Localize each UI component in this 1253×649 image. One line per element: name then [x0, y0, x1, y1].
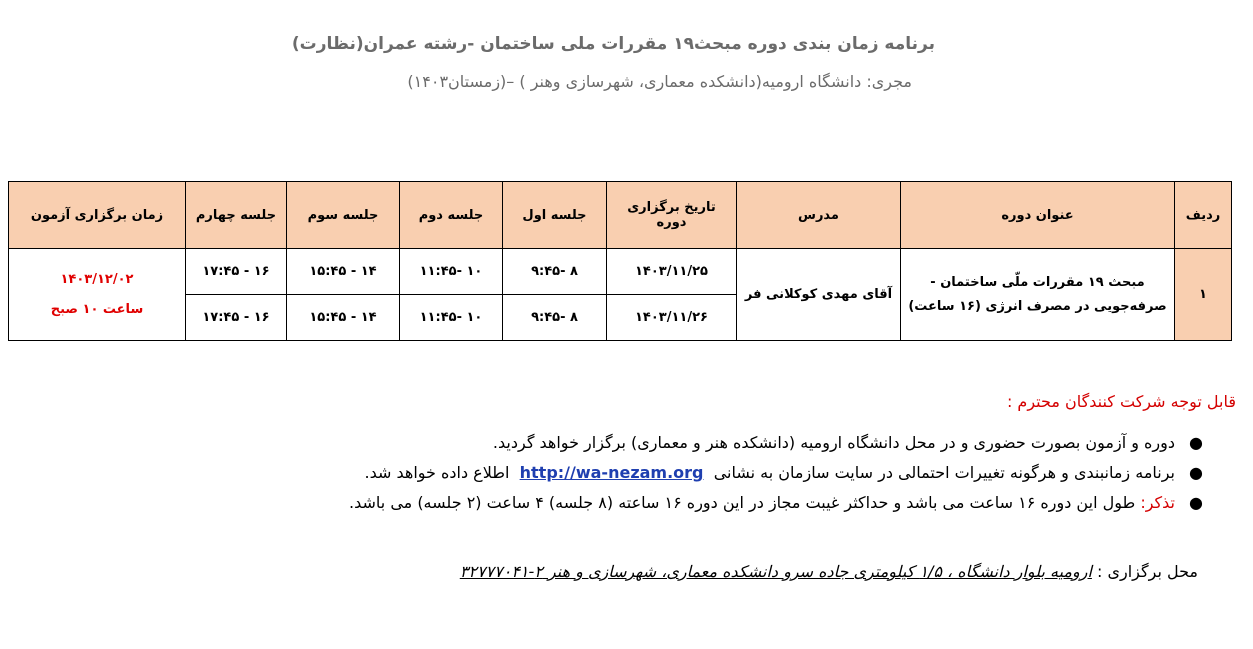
note-text: اطلاع داده خواهد شد.: [364, 463, 510, 482]
bullet-icon: ●: [1189, 433, 1203, 452]
notes-list: [193, 432, 1203, 522]
header-exam: زمان برگزاری آزمون: [9, 182, 186, 249]
header-dates: تاریخ برگزاری دوره: [607, 182, 737, 249]
venue-label: محل برگزاری :: [1097, 562, 1198, 581]
note-text: دوره و آزمون بصورت حضوری و در محل دانشگاه ارومیه (دانشکده هنر و معماری) برگزار خواهد گردید.: [492, 433, 1175, 452]
header-session-1: جلسه اول: [503, 182, 607, 249]
session-3-time: ۱۴ - ۱۵:۴۵: [287, 295, 400, 341]
note-text: برنامه زمانبندی و هرگونه تغییرات احتمالی در سایت سازمان به نشانی: [713, 463, 1175, 482]
course-title: مبحث ۱۹ مقررات ملّی ساختمان - صرفه‌جویی در مصرف انرژی (۱۶ ساعت): [901, 249, 1175, 341]
bullet-icon: ●: [1189, 493, 1203, 512]
row-number: ۱: [1175, 249, 1232, 341]
exam-cell: [9, 249, 186, 341]
session-4-time: ۱۶ - ۱۷:۴۵: [186, 249, 287, 295]
header-session-2: جلسه دوم: [400, 182, 503, 249]
page-subtitle: مجری: دانشگاه ارومیه(دانشکده معماری، شهرسازی وهنر ) –(زمستان۱۴۰۳): [407, 72, 912, 91]
note-label: تذکر:: [1140, 493, 1175, 512]
notice-heading: قابل توجه شرکت کنندگان محترم :: [1006, 392, 1236, 411]
table-header-row: [9, 182, 1232, 249]
header-row-no: ردیف: [1175, 182, 1232, 249]
session-2-time: ۱۰ -۱۱:۴۵: [400, 249, 503, 295]
session-1-time: ۸ -۹:۴۵: [503, 249, 607, 295]
venue-location: ارومیه بلوار دانشگاه ، ۱/۵ کیلومتری جاده سرو دانشکده معماری، شهرسازی و هنر ۲-۳۲۷۷۷۰۴۱: [459, 562, 1092, 581]
header-course: عنوان دوره: [901, 182, 1175, 249]
list-item: [193, 462, 1203, 484]
page-title: برنامه زمان بندی دوره مبحث۱۹ مقررات ملی ساختمان -رشته عمران(نظارت): [291, 34, 935, 54]
venue: [460, 562, 1198, 581]
website-link[interactable]: http://wa-nezam.org: [519, 463, 704, 482]
bullet-icon: ●: [1189, 463, 1203, 482]
header-teacher: مدرس: [737, 182, 901, 249]
teacher-name: آقای مهدی کوکلانی فر: [737, 249, 901, 341]
header-session-3: جلسه سوم: [287, 182, 400, 249]
session-1-time: ۸ -۹:۴۵: [503, 295, 607, 341]
session-2-time: ۱۰ -۱۱:۴۵: [400, 295, 503, 341]
table-row: [9, 249, 1232, 295]
list-item: [193, 492, 1203, 514]
list-item: [193, 432, 1203, 454]
session-date: ۱۴۰۳/۱۱/۲۵: [607, 249, 737, 295]
session-date: ۱۴۰۳/۱۱/۲۶: [607, 295, 737, 341]
note-text: طول این دوره ۱۶ ساعت می باشد و حداکثر غیبت مجاز در این دوره ۱۶ ساعته (۸ جلسه) ۴ ساعت (۲ جلسه) می باشد.: [349, 493, 1136, 512]
session-3-time: ۱۴ - ۱۵:۴۵: [287, 249, 400, 295]
header-session-4: جلسه چهارم: [186, 182, 287, 249]
exam-time: ساعت ۱۰ صبح: [50, 301, 144, 317]
session-4-time: ۱۶ - ۱۷:۴۵: [186, 295, 287, 341]
exam-date: ۱۴۰۳/۱۲/۰۲: [60, 271, 134, 287]
schedule-table: [8, 181, 1232, 341]
